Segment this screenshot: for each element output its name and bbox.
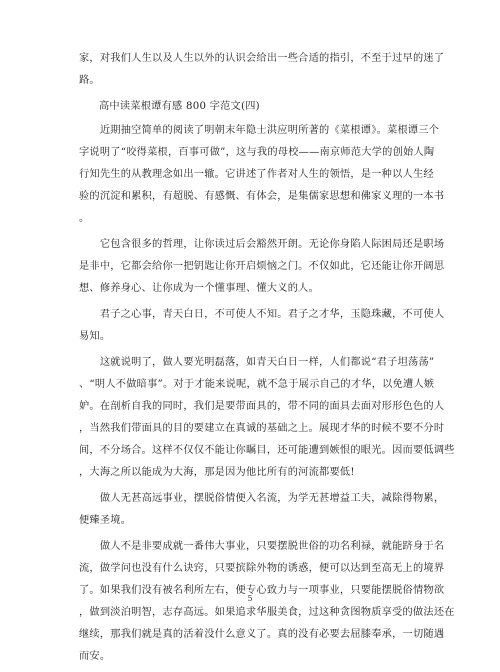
intro-paragraph (79, 48, 445, 92)
paragraph-2 (79, 234, 445, 300)
text-line: 间，不分场合。这样不仅仅不能让你瞩目，还可能遭到嫉恨的眼光。因而要低调些 (79, 445, 455, 456)
text-line: 验的沉淀和累积，有超脱、有感慨、有体会，是集儒家思想和佛家义理的一本书 (79, 191, 445, 202)
section-title: 高中读菜根谭有感 800 字范文(四) (99, 101, 260, 112)
text-line: 妒。在剖析自我的同时，我们是要带面具的，带不同的面具去面对形形色色的人 (79, 401, 445, 412)
text-line: 继续，那我们就是真的活着没什么意义了。真的没有必要去屈膝奉承，一切随遇 (79, 629, 445, 640)
paragraph-5 (79, 488, 445, 532)
text-line: 、“明人不做暗事”。对于才能来说呢，就不急于展示自己的才华，以免遭人嫉 (79, 379, 435, 390)
text-line: ，大海之所以能成为大海，那是因为他比所有的河流都要低! (79, 467, 355, 478)
paragraph-1 (79, 120, 445, 230)
text-line: 行知先生的从教理念如出一辙。它讲述了作者对人生的领悟，是一种以人生经 (79, 169, 434, 180)
text-line: 而安。 (79, 651, 111, 662)
text-line: 了。如果我们没有被名利所左右，便专心致力与一项事业，只要能摆脱俗情物欲 (79, 585, 445, 596)
paragraph-4 (79, 352, 455, 484)
text-line: 做人不是非要成就一番伟大事业，只要摆脱世俗的功名利禄，就能跻身于名 (79, 541, 445, 552)
text-line: 。 (79, 213, 90, 224)
page-number: 5 (247, 594, 253, 603)
text-line: ，当然我们带面具的目的要建立在真诚的基础之上。展现才华的时候不要不分时 (79, 423, 445, 434)
text-line: 想、修养身心、让你成为一个懂事理、懂大义的人。 (79, 283, 320, 294)
text-line: 路。 (79, 75, 100, 86)
document-body (79, 48, 455, 672)
text-line: 便臻圣境。 (79, 515, 132, 526)
text-line: 家，对我们人生以及人生以外的认识会给出一些合适的指引，不至于过早的迷了 (79, 53, 445, 64)
text-line: 近期抽空简单的阅读了明朝末年隐士洪应明所著的《菜根谭》。菜根谭三个 (79, 125, 440, 136)
text-line: 它包含很多的哲理，让你读过后会豁然开朗。无论你身陷人际困局还是职场 (79, 239, 445, 250)
text-line: 君子之心事，青天白日，不可使人不知。君子之才华，玉隐珠藏，不可使人 (79, 309, 445, 320)
text-line: 易知。 (79, 331, 111, 342)
paragraph-3 (79, 304, 445, 348)
text-line: 这就说明了，做人要光明磊落，如青天白日一样，人们都说“君子坦荡荡” (79, 357, 435, 368)
text-line: 做人无甚高远事业，摆脱俗情便入名流，为学无甚增益工夫，减除得物累， (79, 493, 445, 504)
text-line: 流，做学问也没有什么诀窍，只要摈除外物的诱惑，便可以达到至高无上的境界 (79, 563, 445, 574)
text-line: 是非中，它都会给你一把钥匙让你开启烦恼之门。不仅如此，它还能让你开阔思 (79, 261, 445, 272)
text-line: 字说明了“咬得菜根，百事可做”，这与我的母校——南京师范大学的创始人陶 (79, 147, 435, 158)
text-line: ，做到淡泊明智，志存高远。如果追求华服美食，过这种贪图物质享受的做法还在 (79, 607, 455, 618)
